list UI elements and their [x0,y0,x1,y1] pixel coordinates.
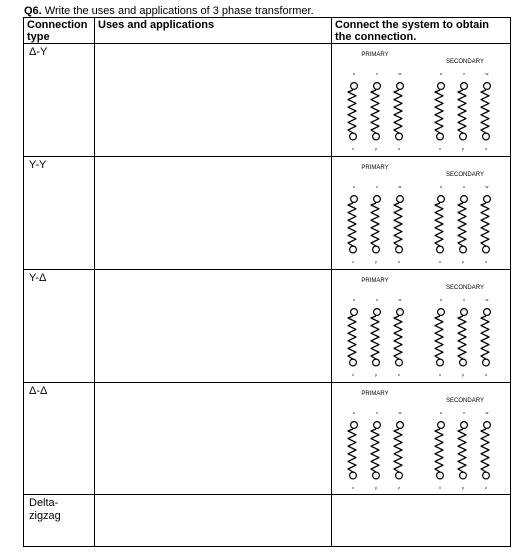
winding-diagram [332,44,510,156]
header-row [24,18,511,44]
primary-label: PRIMARY [361,278,389,284]
terminal-bottom-label: z [485,485,487,490]
terminal-top-label: u [439,71,443,76]
connection-diagram-cell[interactable] [332,495,511,547]
uses-answer-cell[interactable] [95,157,332,270]
terminal-top-label: w [485,410,489,415]
primary-winding-v[interactable] [371,309,380,366]
secondary-winding-u[interactable] [435,309,444,366]
terminal-bottom-label: z [485,259,487,264]
winding-diagram [332,270,510,382]
secondary-label: SECONDARY [446,172,484,178]
connection-diagram-cell[interactable] [332,44,511,157]
terminal-bottom-label: y [462,485,464,490]
connection-diagram-cell[interactable] [332,157,511,270]
terminal-top-label: u [439,184,443,189]
terminal-bottom-label: z [398,259,400,264]
primary-winding-u[interactable] [348,83,357,140]
table-row [24,495,511,547]
secondary-winding-v[interactable] [458,422,467,479]
terminal-top-label: w [398,71,402,76]
terminal-top-label: u [352,410,356,415]
table-row [24,270,511,383]
terminal-bottom-label: y [375,485,377,490]
terminal-bottom-label: x [352,372,354,377]
terminal-bottom-label: z [398,372,400,377]
question-number: Q6. [24,5,42,17]
terminal-top-label: v [463,184,465,189]
connection-type-cell [24,495,95,547]
header-connect [332,18,511,44]
connection-type-cell: Y-Y [24,157,95,270]
connection-type-cell: Δ-Δ [24,383,95,495]
primary-winding-v[interactable] [371,83,380,140]
terminal-bottom-label: y [375,372,377,377]
terminal-bottom-label: x [439,485,441,490]
terminal-top-label: u [352,184,356,189]
terminal-top-label: w [485,297,489,302]
terminal-top-label: u [352,71,356,76]
secondary-winding-w[interactable] [481,196,490,253]
primary-winding-w[interactable] [394,309,403,366]
table-row [24,44,511,157]
secondary-label: SECONDARY [446,398,484,404]
question-text: Write the uses and applications of 3 phase transformer. [41,5,314,17]
terminal-top-label: v [463,71,465,76]
terminal-top-label: w [398,410,402,415]
primary-winding-v[interactable] [371,196,380,253]
terminal-bottom-label: z [398,485,400,490]
winding-diagram [332,383,510,494]
terminal-bottom-label: x [352,485,354,490]
uses-answer-cell[interactable] [95,383,332,495]
secondary-winding-u[interactable] [435,196,444,253]
primary-winding-w[interactable] [394,422,403,479]
primary-winding-v[interactable] [371,422,380,479]
secondary-winding-w[interactable] [481,309,490,366]
secondary-winding-w[interactable] [481,83,490,140]
terminal-bottom-label: x [352,259,354,264]
header-connection-line2: type [27,31,50,43]
connection-type-cell: Δ-Y [24,44,95,157]
terminal-bottom-label: z [485,372,487,377]
secondary-winding-u[interactable] [435,83,444,140]
terminal-bottom-label: z [398,146,400,151]
terminal-top-label: v [376,410,378,415]
table-row [24,383,511,495]
primary-winding-u[interactable] [348,422,357,479]
terminal-top-label: v [463,297,465,302]
primary-winding-w[interactable] [394,196,403,253]
primary-label: PRIMARY [361,165,389,171]
terminal-bottom-label: y [462,259,464,264]
terminal-top-label: v [376,297,378,302]
connections-table [23,17,511,547]
secondary-winding-v[interactable] [458,309,467,366]
terminal-bottom-label: y [462,146,464,151]
terminal-top-label: u [352,297,356,302]
uses-answer-cell[interactable] [95,495,332,547]
terminal-top-label: v [463,410,465,415]
connection-type-line1: Delta- [29,497,59,509]
secondary-winding-u[interactable] [435,422,444,479]
terminal-bottom-label: z [485,146,487,151]
terminal-top-label: w [485,71,489,76]
table-row [24,157,511,270]
secondary-label: SECONDARY [446,59,484,65]
secondary-winding-v[interactable] [458,83,467,140]
winding-diagram [332,157,510,269]
primary-winding-u[interactable] [348,309,357,366]
header-connection-line1: Connection [27,19,88,31]
header-uses: Uses and applications [95,18,332,44]
primary-label: PRIMARY [361,391,389,397]
terminal-bottom-label: x [352,146,354,151]
terminal-top-label: w [485,184,489,189]
connection-diagram-cell[interactable] [332,270,511,383]
primary-winding-u[interactable] [348,196,357,253]
terminal-top-label: v [376,184,378,189]
header-connection-type [24,18,95,44]
primary-winding-w[interactable] [394,83,403,140]
terminal-top-label: u [439,410,443,415]
connection-diagram-cell[interactable] [332,383,511,495]
header-connect-line2: the connection. [335,31,417,43]
terminal-bottom-label: y [375,146,377,151]
connection-type-cell: Y-Δ [24,270,95,383]
terminal-bottom-label: y [462,372,464,377]
secondary-label: SECONDARY [446,285,484,291]
terminal-bottom-label: x [439,259,441,264]
terminal-bottom-label: x [439,146,441,151]
connection-type-line2: zigzag [29,510,61,522]
terminal-bottom-label: x [439,372,441,377]
terminal-top-label: u [439,297,443,302]
secondary-winding-w[interactable] [481,422,490,479]
uses-answer-cell[interactable] [95,270,332,383]
uses-answer-cell[interactable] [95,44,332,157]
primary-label: PRIMARY [361,52,389,58]
terminal-bottom-label: y [375,259,377,264]
terminal-top-label: w [398,184,402,189]
terminal-top-label: v [376,71,378,76]
secondary-winding-v[interactable] [458,196,467,253]
header-connect-line1: Connect the system to obtain [335,19,490,31]
terminal-top-label: w [398,297,402,302]
